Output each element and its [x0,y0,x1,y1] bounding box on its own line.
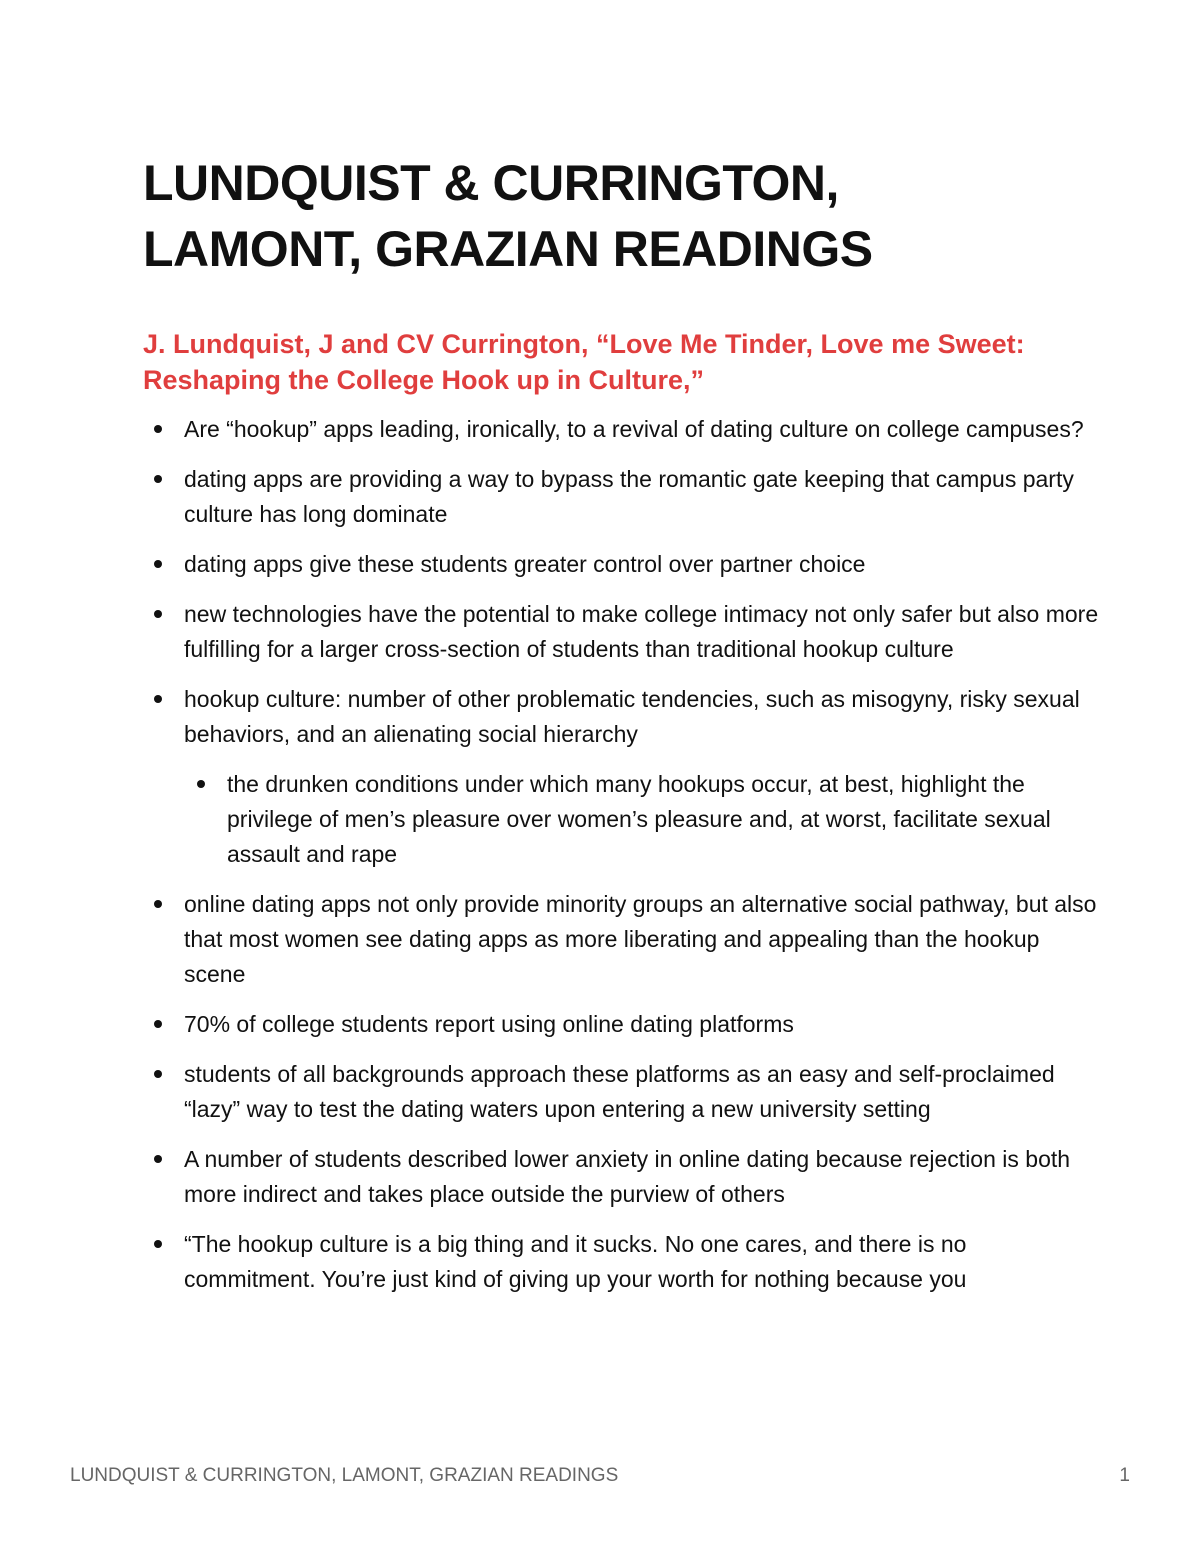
page-title-line-1: LUNDQUIST & CURRINGTON, [143,155,839,211]
list-item-text: the drunken conditions under which many hookups occur, at best, highlight the privilege of men’s pleasure over women’s pleasure and, at worst, facilitate sexual assault and rape [227,771,1051,867]
list-item-text: Are “hookup” apps leading, ironically, to a revival of dating culture on college campuses? [184,416,1084,442]
bullet-icon [154,900,162,908]
bullet-icon [154,610,162,618]
list-item [143,887,1103,992]
list-item [143,597,1103,667]
list-item-text: dating apps give these students greater control over partner choice [184,551,866,577]
list-item [143,412,1103,447]
list-item [143,682,1103,752]
list-item [143,462,1103,532]
bullet-icon [154,560,162,568]
list-item-text: dating apps are providing a way to bypass the romantic gate keeping that campus party culture has long dominate [184,466,1074,527]
page-title [143,150,1103,282]
bullet-icon [154,425,162,433]
list-item [143,1057,1103,1127]
footer-document-title: LUNDQUIST & CURRINGTON, LAMONT, GRAZIAN READINGS [70,1465,619,1486]
list-item-text: A number of students described lower anxiety in online dating because rejection is both more indirect and takes place outside the purview of others [184,1146,1071,1207]
page-number: 1 [1119,1465,1130,1486]
page-title-line-2: LAMONT, GRAZIAN READINGS [143,221,873,277]
nested-list-item [186,767,1103,872]
bullet-icon [154,1240,162,1248]
reading-citation-heading: J. Lundquist, J and CV Currington, “Love Me Tinder, Love me Sweet: Reshaping the College Hook up in Culture,” [143,329,1025,395]
list-item-text: hookup culture: number of other problematic tendencies, such as misogyny, risky sexual behaviors, and an alienating social hierarchy [184,686,1080,747]
list-item-text: “The hookup culture is a big thing and it sucks. No one cares, and there is no commitment. You’re just kind of giving up your worth for nothing because you [184,1231,967,1292]
list-item [143,1007,1103,1042]
list-item [143,547,1103,582]
bullet-icon [197,780,205,788]
bullet-icon [154,695,162,703]
list-item-text: online dating apps not only provide minority groups an alternative social pathway, but also that most women see dating apps as more liberating and appealing than the hookup scene [184,891,1097,987]
list-item-text: new technologies have the potential to make college intimacy not only safer but also more fulfilling for a larger cross-section of students than traditional hookup culture [184,601,1099,662]
bullet-icon [154,1070,162,1078]
list-item-text: students of all backgrounds approach these platforms as an easy and self-proclaimed “lazy” way to test the dating waters upon entering a new university setting [184,1061,1055,1122]
notes-list [143,412,1103,1312]
bullet-icon [154,1155,162,1163]
list-item [143,1227,1103,1297]
bullet-icon [154,1020,162,1028]
bullet-icon [154,475,162,483]
list-item-text: 70% of college students report using online dating platforms [184,1011,794,1037]
list-item [143,1142,1103,1212]
